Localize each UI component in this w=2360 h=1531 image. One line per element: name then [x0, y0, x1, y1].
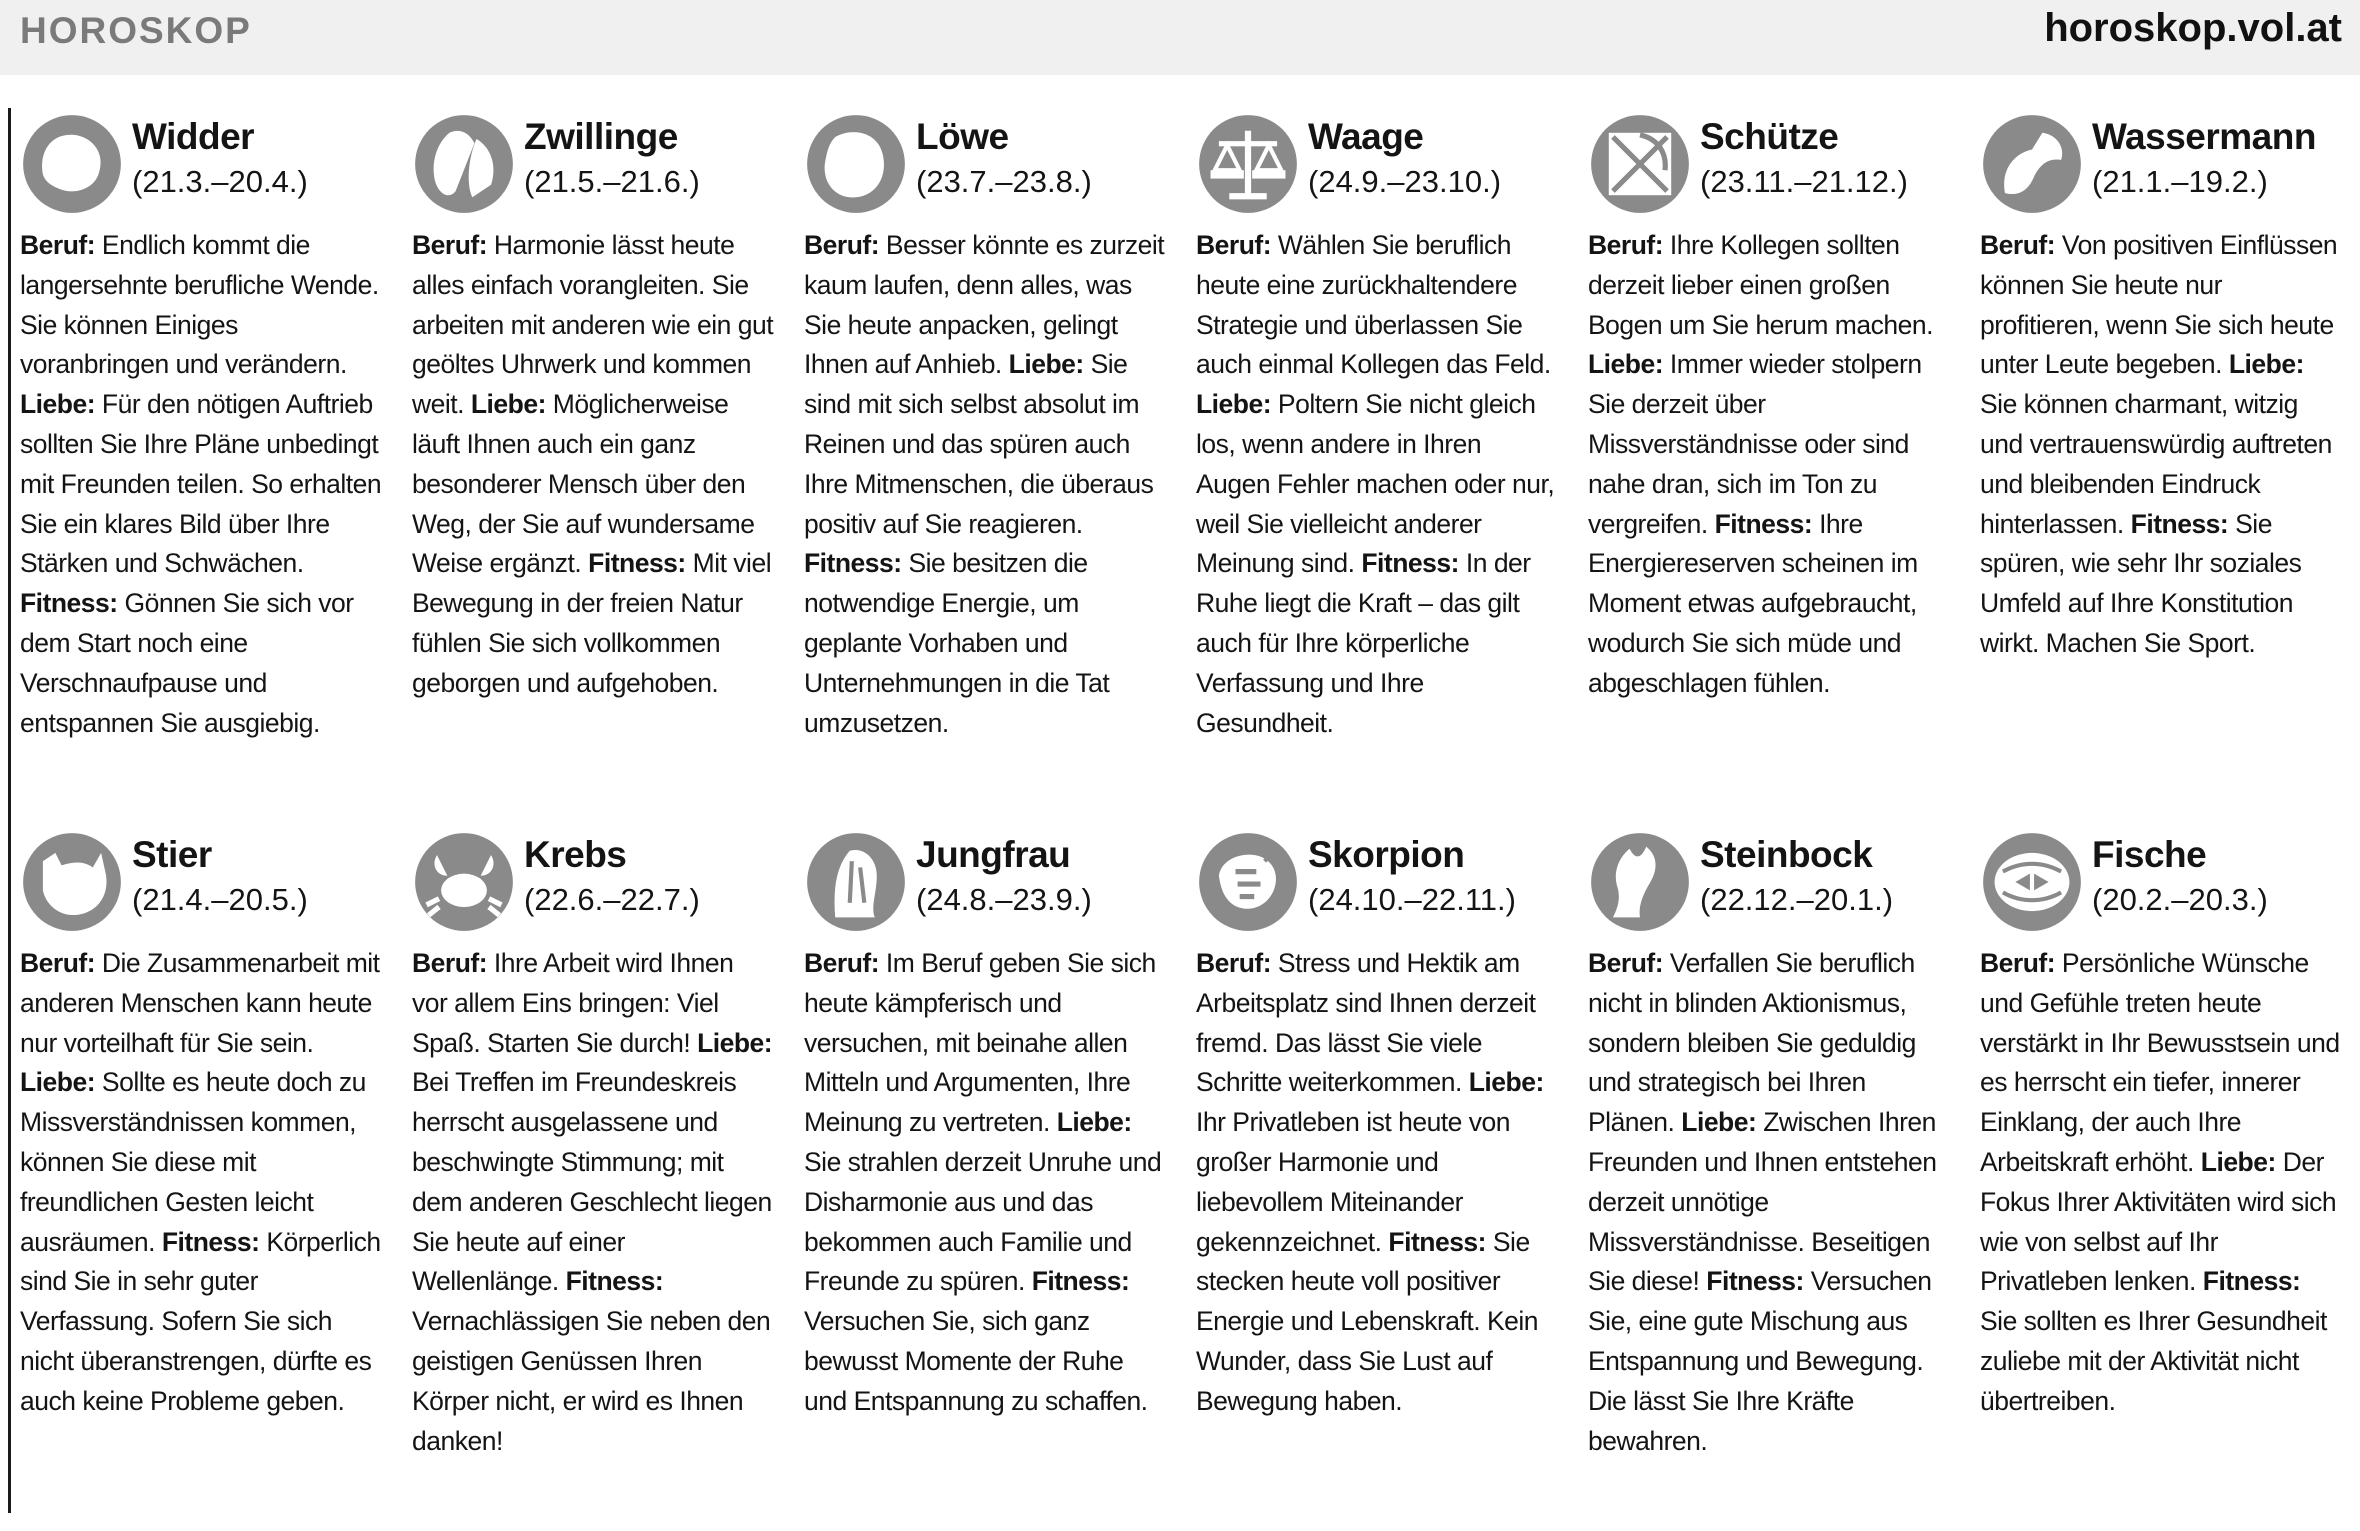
- sign-name: Krebs: [524, 834, 627, 875]
- fitness-label: Fitness:: [1714, 508, 1813, 539]
- sign-name: Jungfrau: [916, 834, 1071, 875]
- fitness-label: Fitness:: [2130, 508, 2229, 539]
- aquarius-icon: [1980, 112, 2084, 216]
- sign-name: Fische: [2092, 834, 2207, 875]
- sign-name: Waage: [1308, 116, 1424, 157]
- love-label: Liebe:: [470, 389, 546, 420]
- love-text: Möglicherweise läuft Ihnen auch ein ganz besonderer Mensch über den Weg, der Sie auf wundersame Weise ergänzt.: [412, 389, 755, 579]
- job-text: Stress und Hektik am Arbeitsplatz sind Ihnen derzeit fremd. Das lässt Sie viele Schritte weiterkommen.: [1196, 948, 1536, 1098]
- fitness-text: Vernachlässigen Sie neben den geistigen Genüssen Ihren Körper nicht, er wird es Ihnen danken!: [412, 1306, 771, 1456]
- fitness-label: Fitness:: [20, 588, 118, 619]
- love-label: Liebe:: [20, 389, 96, 420]
- pisces-icon: [1980, 830, 2084, 934]
- job-text: Im Beruf geben Sie sich heute kämpferisch und versuchen, mit beinahe allen Mitteln und Argumenten, Ihre Meinung zu vertreten.: [804, 948, 1156, 1138]
- job-text: Verfallen Sie beruflich nicht in blinden Aktionismus, sondern bleiben Sie geduldig und strategisch bei Ihren Plänen.: [1588, 948, 1916, 1138]
- love-label: Liebe:: [1196, 389, 1272, 420]
- job-label: Beruf:: [1588, 230, 1664, 260]
- fitness-label: Fitness:: [565, 1266, 664, 1297]
- job-label: Beruf:: [412, 230, 488, 260]
- job-label: Beruf:: [1196, 230, 1272, 260]
- love-text: Für den nötigen Auftrieb sollten Sie Ihre Pläne unbedingt mit Freunden teilen. So erhalten Sie ein klares Bild über Ihre Stärken und Schwächen.: [20, 389, 382, 579]
- horoscope-text: [20, 944, 382, 1422]
- horoscope-text: [1980, 944, 2342, 1422]
- sign-dates: (21.1.–19.2.): [2092, 164, 2268, 199]
- fitness-label: Fitness:: [1706, 1266, 1804, 1297]
- fitness-label: Fitness:: [1031, 1266, 1130, 1297]
- sign-dates: (24.10.–22.11.): [1308, 882, 1516, 917]
- sign-name: Schütze: [1700, 116, 1839, 157]
- love-text: Sie sind mit sich selbst absolut im Reinen und das spüren auch Ihre Mitmenschen, die überaus positiv auf Sie reagieren.: [804, 349, 1154, 539]
- fitness-text: Ihre Energiereserven scheinen im Moment etwas aufgebraucht, wodurch Sie sich müde und abgeschlagen fühlen.: [1588, 508, 1918, 698]
- fitness-text: Versuchen Sie, eine gute Mischung aus Entspannung und Bewegung. Die lässt Sie Ihre Kräfte bewahren.: [1588, 1266, 1932, 1456]
- love-label: Liebe:: [2228, 349, 2304, 380]
- aries-icon: [20, 112, 124, 216]
- horoscope-text: [1196, 944, 1558, 1422]
- sign-dates: (24.8.–23.9.): [916, 882, 1092, 917]
- sign-dates: (23.7.–23.8.): [916, 164, 1092, 199]
- sagittarius-icon: [1588, 112, 1692, 216]
- fitness-text: Sie stecken heute voll positiver Energie und Lebenskraft. Kein Wunder, dass Sie Lust auf Bewegung haben.: [1196, 1226, 1539, 1416]
- job-text: Harmonie lässt heute alles einfach vorangleiten. Sie arbeiten mit anderen wie ein gut geöltes Uhrwerk und kommen weit.: [412, 230, 774, 420]
- job-text: Persönliche Wünsche und Gefühle treten heute verstärkt in Ihr Bewusstsein und es herrscht ein tiefer, innerer Einklang, der auch Ihre Arbeitskraft erhöht.: [1980, 948, 2340, 1177]
- love-label: Liebe:: [20, 1067, 96, 1098]
- love-text: Ihr Privatleben ist heute von großer Harmonie und liebevollem Miteinander gekennzeichnet.: [1196, 1107, 1510, 1257]
- job-text: Wählen Sie beruflich heute eine zurückhaltendere Strategie und überlassen Sie auch einmal Kollegen das Feld.: [1196, 230, 1551, 380]
- job-label: Beruf:: [1980, 948, 2056, 978]
- fitness-label: Fitness:: [2202, 1266, 2301, 1297]
- love-label: Liebe:: [697, 1027, 773, 1058]
- fitness-text: Sie besitzen die notwendige Energie, um geplante Vorhaben und Unternehmungen in die Tat umzusetzen.: [804, 548, 1110, 738]
- love-text: Sie strahlen derzeit Unruhe und Disharmonie aus und das bekommen auch Familie und Freunde zu spüren.: [804, 1146, 1162, 1297]
- fitness-text: Versuchen Sie, sich ganz bewusst Momente der Ruhe und Entspannung zu schaffen.: [804, 1306, 1148, 1416]
- love-label: Liebe:: [2200, 1146, 2276, 1177]
- sign-dates: (22.12.–20.1.): [1700, 882, 1894, 917]
- love-text: Poltern Sie nicht gleich los, wenn andere in Ihren Augen Fehler machen oder nur, weil Sie vielleicht anderer Meinung sind.: [1196, 389, 1555, 579]
- sign-name: Stier: [132, 834, 212, 875]
- fitness-text: Körperlich sind Sie in sehr guter Verfassung. Sofern Sie sich nicht überanstrengen, dürfte es auch keine Probleme geben.: [20, 1226, 381, 1416]
- job-label: Beruf:: [804, 230, 880, 260]
- horoscope-text: [1588, 226, 1950, 704]
- horoscope-text: [804, 226, 1166, 743]
- job-label: Beruf:: [20, 230, 96, 260]
- sign-dates: (24.9.–23.10.): [1308, 164, 1502, 199]
- taurus-icon: [20, 830, 124, 934]
- love-label: Liebe:: [1681, 1107, 1757, 1138]
- cancer-icon: [412, 830, 516, 934]
- love-label: Liebe:: [1008, 349, 1084, 380]
- leo-icon: [804, 112, 908, 216]
- horoscope-text: [1196, 226, 1558, 743]
- job-label: Beruf:: [1980, 230, 2056, 260]
- sign-name: Löwe: [916, 116, 1009, 157]
- love-text: Der Fokus Ihrer Aktivitäten wird sich wie von selbst auf Ihr Privatleben lenken.: [1980, 1146, 2337, 1297]
- sign-name: Zwillinge: [524, 116, 678, 157]
- sign-name: Widder: [132, 116, 255, 157]
- fitness-label: Fitness:: [804, 548, 902, 579]
- libra-icon: [1196, 112, 1300, 216]
- fitness-text: Sie spüren, wie sehr Ihr soziales Umfeld auf Ihre Konstitution wirkt. Machen Sie Sport.: [1980, 508, 2302, 658]
- capricorn-icon: [1588, 830, 1692, 934]
- love-text: Bei Treffen im Freundeskreis herrscht ausgelassene und beschwingte Stimmung; mit dem anderen Geschlecht liegen Sie heute auf einer Wellenlänge.: [412, 1067, 772, 1297]
- horoscope-text: [1588, 944, 1950, 1461]
- fitness-label: Fitness:: [1361, 548, 1459, 579]
- horoscope-text: [804, 944, 1166, 1422]
- love-label: Liebe:: [1588, 349, 1664, 380]
- job-text: Die Zusammenarbeit mit anderen Menschen kann heute nur vorteilhaft für Sie sein.: [20, 948, 380, 1058]
- fitness-text: In der Ruhe liegt die Kraft – das gilt auch für Ihre körperliche Verfassung und Ihre Gesundheit.: [1196, 548, 1531, 738]
- sign-name: Wassermann: [2092, 116, 2316, 157]
- love-label: Liebe:: [1056, 1107, 1132, 1138]
- job-text: Endlich kommt die langersehnte berufliche Wende. Sie können Einiges voranbringen und verändern.: [20, 230, 379, 380]
- sign-dates: (22.6.–22.7.): [524, 882, 700, 917]
- fitness-label: Fitness:: [588, 548, 686, 579]
- job-text: Von positiven Einflüssen können Sie heute nur profitieren, wenn Sie sich heute unter Leute begeben.: [1980, 230, 2338, 380]
- job-label: Beruf:: [1196, 948, 1272, 978]
- sign-name: Steinbock: [1700, 834, 1873, 875]
- horoscope-text: [20, 226, 382, 743]
- fitness-text: Gönnen Sie sich vor dem Start noch eine Verschnaufpause und entspannen Sie ausgiebig.: [20, 588, 354, 738]
- job-text: Besser könnte es zurzeit kaum laufen, denn alles, was Sie heute anpacken, gelingt Ihnen auf Anhieb.: [804, 230, 1165, 380]
- job-text: Ihre Kollegen sollten derzeit lieber einen großen Bogen um Sie herum machen.: [1588, 230, 1933, 340]
- horoscope-text: [412, 944, 774, 1461]
- fitness-text: Mit viel Bewegung in der freien Natur fühlen Sie sich vollkommen geborgen und aufgehoben.: [412, 548, 772, 698]
- fitness-text: Sie sollten es Ihrer Gesundheit zuliebe mit der Aktivität nicht übertreiben.: [1980, 1306, 2327, 1416]
- love-text: Zwischen Ihren Freunden und Ihnen entstehen derzeit unnötige Missverständnisse. Beseitigen Sie diese!: [1588, 1107, 1937, 1297]
- love-label: Liebe:: [1468, 1067, 1544, 1098]
- sign-dates: (21.5.–21.6.): [524, 164, 700, 199]
- love-text: Sie können charmant, witzig und vertrauenswürdig auftreten und bleibenden Eindruck hinterlassen.: [1980, 389, 2332, 539]
- job-label: Beruf:: [804, 948, 880, 978]
- job-text: Ihre Arbeit wird Ihnen vor allem Eins bringen: Viel Spaß. Starten Sie durch!: [412, 948, 734, 1058]
- horoscope-text: [1980, 226, 2342, 664]
- job-label: Beruf:: [412, 948, 488, 978]
- section-title: HOROSKOP: [20, 10, 252, 51]
- sign-dates: (20.2.–20.3.): [2092, 882, 2268, 917]
- fitness-label: Fitness:: [161, 1226, 260, 1257]
- fitness-label: Fitness:: [1388, 1226, 1486, 1257]
- job-label: Beruf:: [1588, 948, 1664, 978]
- horoscope-text: [412, 226, 774, 704]
- sign-dates: (21.3.–20.4.): [132, 164, 308, 199]
- love-text: Immer wieder stolpern Sie derzeit über Missverständnisse oder sind nahe dran, sich im Ton zu vergreifen.: [1588, 349, 1922, 539]
- love-text: Sollte es heute doch zu Missverständnissen kommen, können Sie diese mit freundlichen Gesten leicht ausräumen.: [20, 1067, 366, 1257]
- virgo-icon: [804, 830, 908, 934]
- site-url-link[interactable]: horoskop.vol.at: [2044, 6, 2342, 50]
- scorpio-icon: [1196, 830, 1300, 934]
- sign-dates: (21.4.–20.5.): [132, 882, 308, 917]
- gemini-icon: [412, 112, 516, 216]
- job-label: Beruf:: [20, 948, 96, 978]
- sign-dates: (23.11.–21.12.): [1700, 164, 1908, 199]
- sign-name: Skorpion: [1308, 834, 1465, 875]
